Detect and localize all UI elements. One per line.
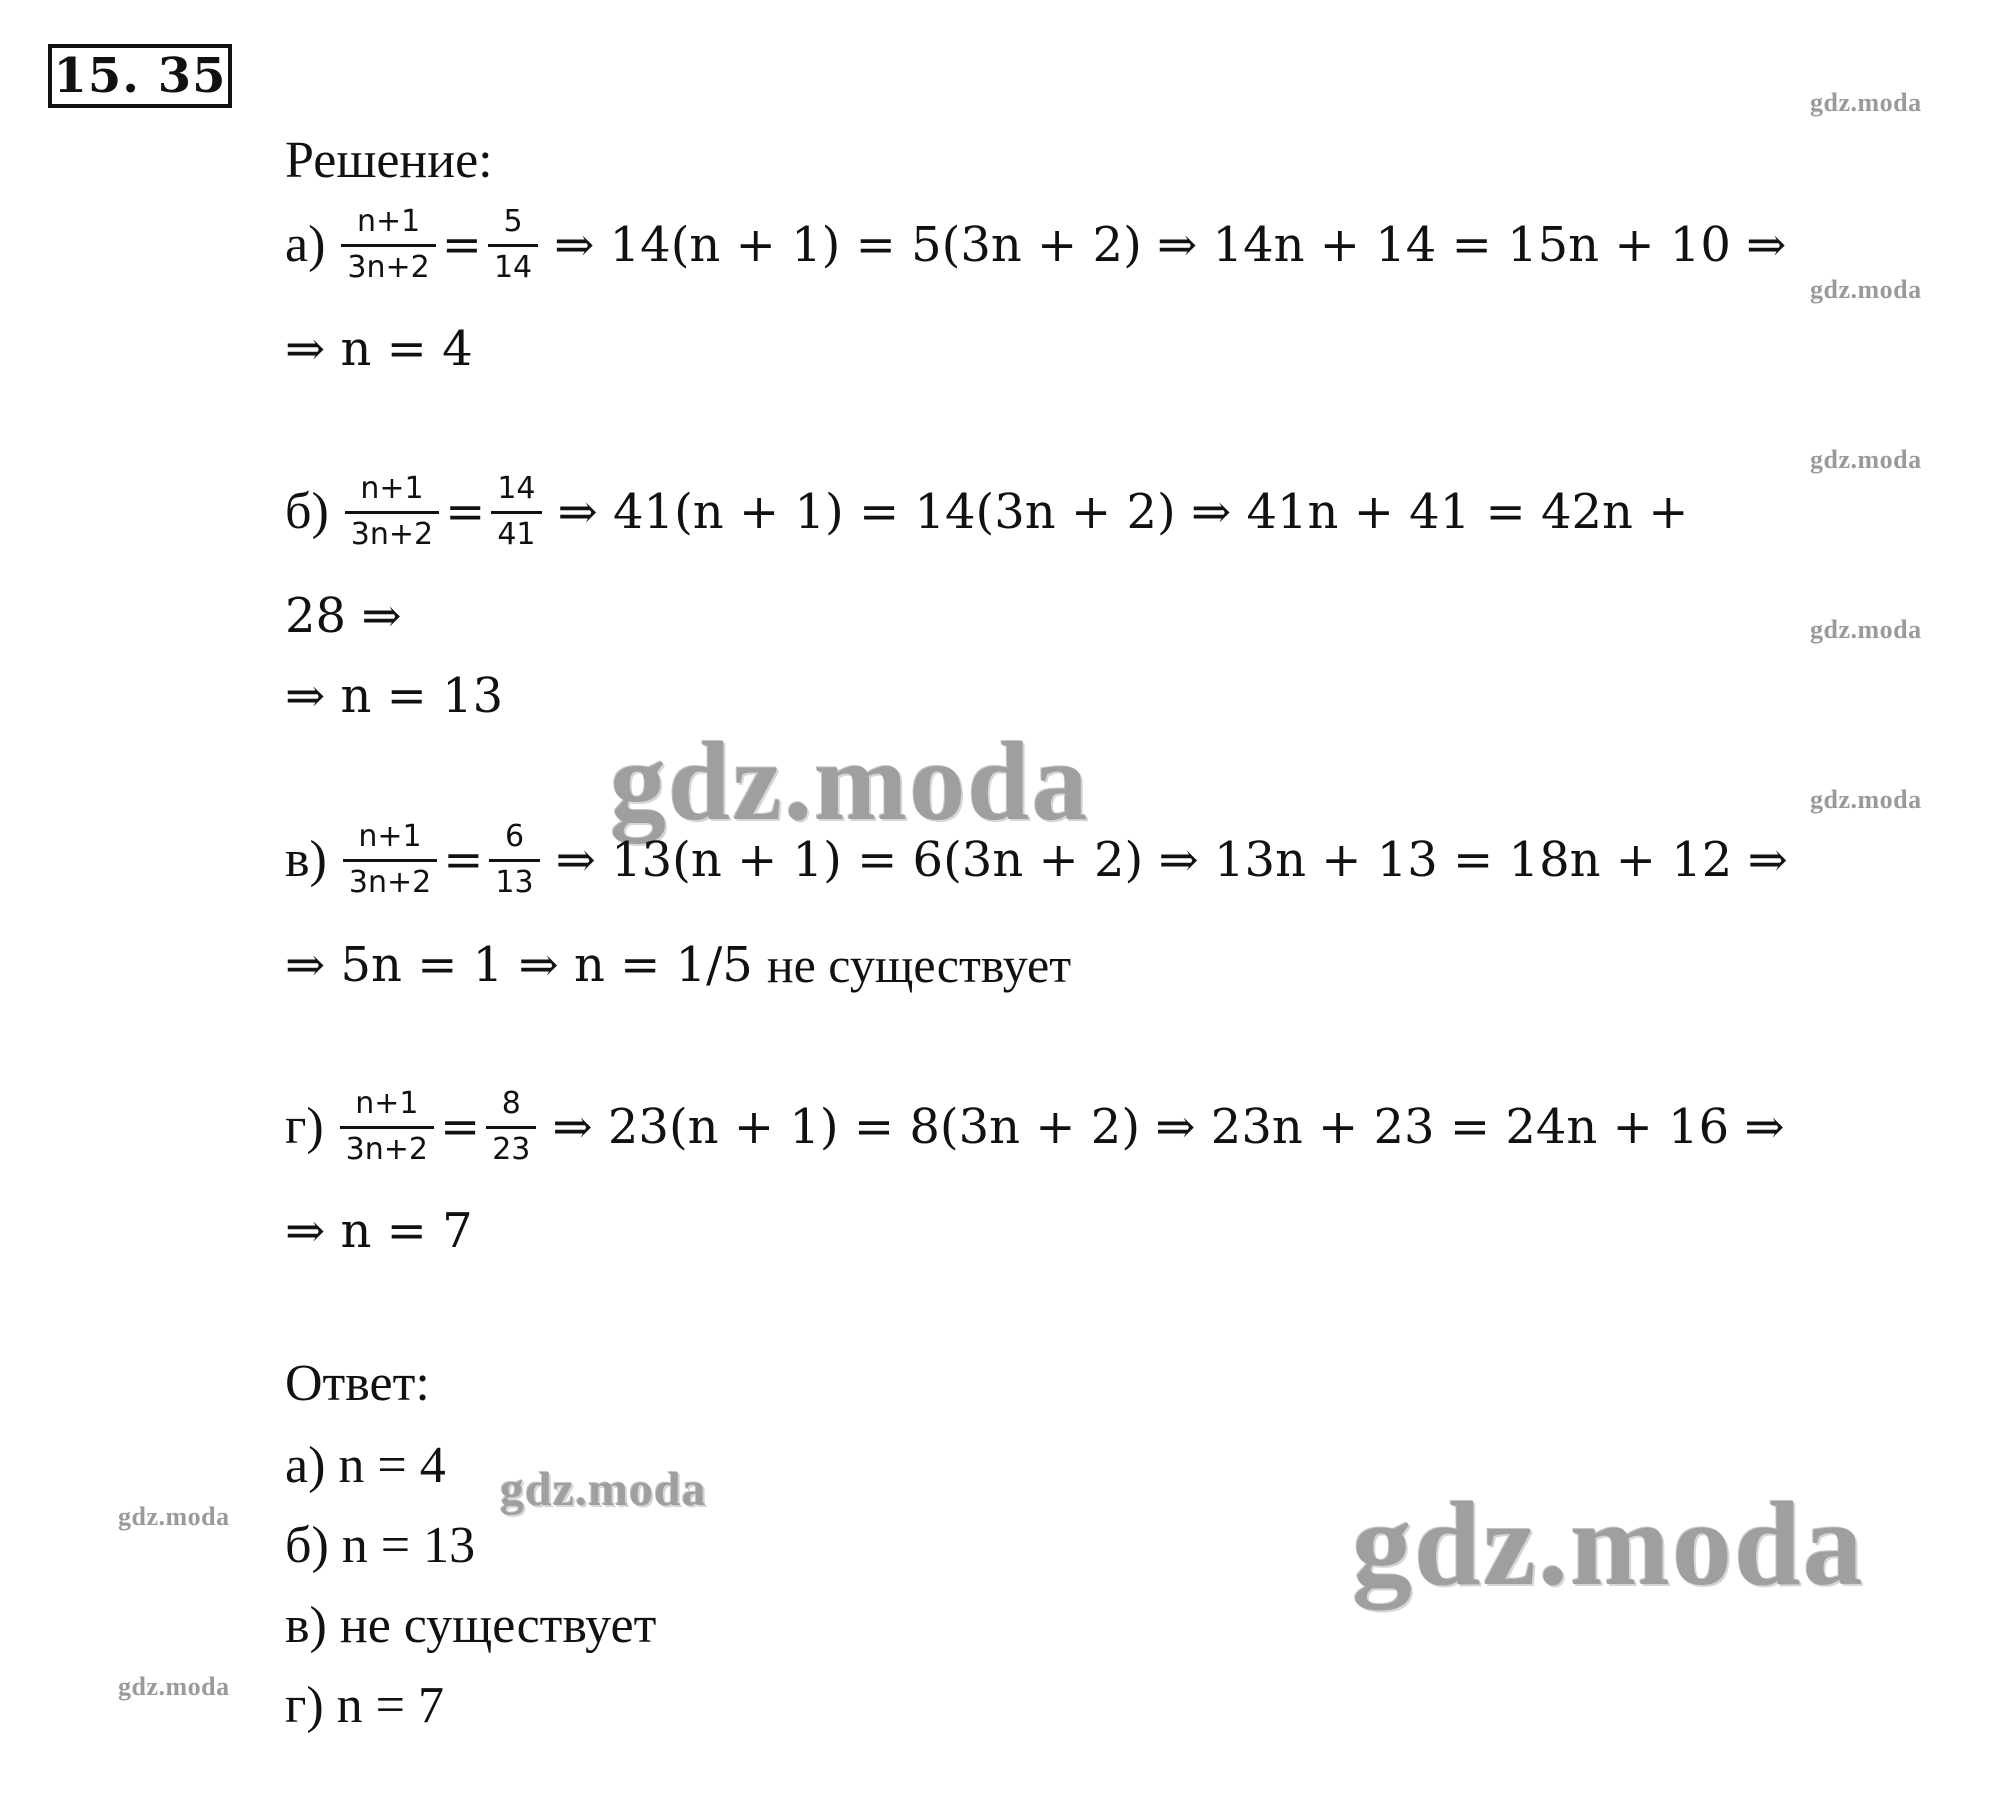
fraction-rhs: $\frac{6}{13}$ (489, 820, 539, 900)
watermark-medium: gdz.moda (500, 1463, 707, 1516)
part-label: б) (285, 483, 329, 540)
equation-math: ⇒ 5n = 1 ⇒ n = 1/5 (285, 937, 753, 993)
watermark-small: gdz.moda (1810, 615, 1922, 644)
solution-b-line1 (285, 472, 1688, 552)
fraction-rhs: $\frac{5}{14}$ (488, 205, 538, 285)
solution-a-line1 (285, 205, 1786, 285)
equation-rest: ⇒ 41(n + 1) = 14(3n + 2) ⇒ 41n + 41 = 42n + (557, 484, 1689, 540)
watermark-large: gdz.moda (610, 720, 1090, 844)
fraction-rhs: $\frac{14}{41}$ (491, 472, 541, 552)
fraction-lhs: $\frac{n+1}{3n+2}$ (343, 820, 437, 900)
equals-sign: = (445, 484, 486, 540)
fraction-lhs: $\frac{n+1}{3n+2}$ (341, 205, 435, 285)
equals-sign: = (439, 1099, 481, 1155)
task-number: 15. 35 (48, 44, 232, 108)
solution-g-result: ⇒ n = 7 (285, 1203, 473, 1259)
watermark-small: gdz.moda (1810, 445, 1922, 474)
equation-rest: ⇒ 13(n + 1) = 6(3n + 2) ⇒ 13n + 13 = 18n + 12 ⇒ (555, 832, 1788, 888)
equation-rest: ⇒ 14(n + 1) = 5(3n + 2) ⇒ 14n + 14 = 15n + 10 ⇒ (554, 217, 1787, 273)
part-label: г) (285, 1098, 324, 1155)
equation-rest: ⇒ 23(n + 1) = 8(3n + 2) ⇒ 23n + 23 = 24n + 16 ⇒ (552, 1099, 1785, 1155)
answer-item-a: а) n = 4 (285, 1437, 446, 1494)
solution-a-result: ⇒ n = 4 (285, 321, 473, 377)
fraction-rhs: $\frac{8}{23}$ (486, 1087, 536, 1167)
solution-v-result (285, 937, 1072, 993)
answer-item-b: б) n = 13 (285, 1517, 476, 1574)
fraction-lhs: $\frac{n+1}{3n+2}$ (340, 1087, 434, 1167)
watermark-small: gdz.moda (1810, 785, 1922, 814)
answer-item-v: в) не существует (285, 1597, 657, 1654)
watermark-small: gdz.moda (118, 1502, 230, 1531)
solution-g-line1 (285, 1087, 1785, 1167)
answer-item-g: г) n = 7 (285, 1677, 444, 1734)
watermark-small: gdz.moda (1810, 88, 1922, 117)
equals-sign: = (441, 217, 482, 273)
solution-v-line1 (285, 820, 1788, 900)
fraction-lhs: $\frac{n+1}{3n+2}$ (345, 472, 439, 552)
solution-b-result: ⇒ n = 13 (285, 668, 504, 724)
solution-b-continuation: 28 ⇒ (285, 588, 402, 644)
part-label: а) (285, 216, 326, 273)
answer-heading: Ответ: (285, 1355, 430, 1412)
watermark-small: gdz.moda (118, 1672, 230, 1701)
part-label: в) (285, 831, 327, 888)
watermark-large: gdz.moda (1352, 1477, 1865, 1610)
solution-heading: Решение: (285, 132, 493, 189)
watermark-small: gdz.moda (1810, 275, 1922, 304)
equals-sign: = (443, 832, 484, 888)
equation-note: не существует (766, 937, 1072, 993)
